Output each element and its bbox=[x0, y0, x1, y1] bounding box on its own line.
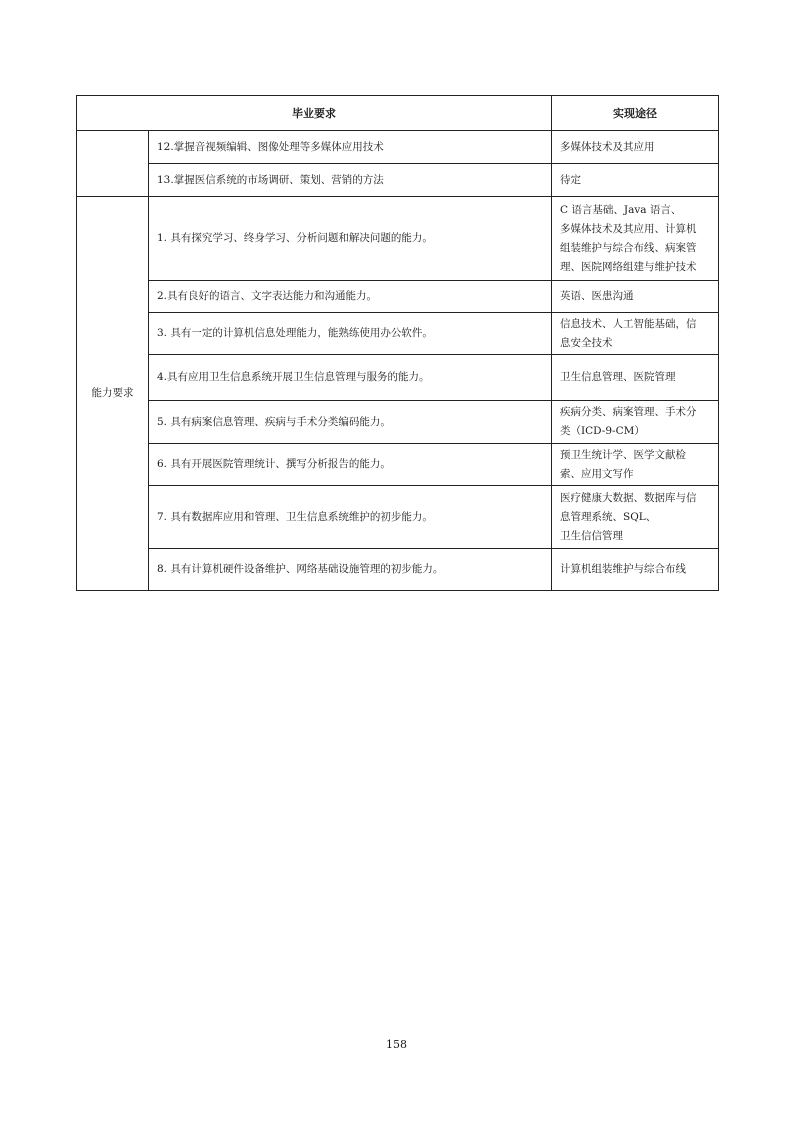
requirement-cell: 5. 具有病案信息管理、疾病与手术分类编码能力。 bbox=[149, 401, 552, 444]
requirement-cell: 6. 具有开展医院管理统计、撰写分析报告的能力。 bbox=[149, 444, 552, 486]
table-row bbox=[77, 355, 719, 401]
path-line: 理、医院网络组建与维护技术 bbox=[560, 260, 697, 273]
table-row bbox=[77, 313, 719, 355]
header-requirement: 毕业要求 bbox=[77, 96, 552, 131]
path-cell bbox=[552, 549, 719, 591]
table-row bbox=[77, 131, 719, 164]
path-line: 息安全技术 bbox=[560, 336, 613, 349]
header-path: 实现途径 bbox=[552, 96, 719, 131]
path-cell bbox=[552, 355, 719, 401]
path-cell bbox=[552, 197, 719, 281]
path-line: 计算机组装维护与综合布线 bbox=[560, 563, 686, 575]
path-line: 多媒体技术及其应用 bbox=[560, 140, 655, 153]
path-cell bbox=[552, 164, 719, 197]
path-line: 疾病分类、病案管理、手术分 bbox=[560, 406, 697, 418]
table-row bbox=[77, 549, 719, 591]
path-line: 信息技术、人工智能基础，信 bbox=[560, 317, 697, 330]
table-row bbox=[77, 486, 719, 549]
path-line: 英语、医患沟通 bbox=[560, 290, 634, 302]
path-line: 待定 bbox=[560, 173, 581, 186]
path-line: 索、应用文写作 bbox=[560, 467, 634, 480]
requirement-cell: 13.掌握医信系统的市场调研、策划、营销的方法 bbox=[149, 164, 552, 197]
table-row bbox=[77, 197, 719, 281]
path-line: 卫生信信管理 bbox=[560, 529, 623, 542]
requirement-cell: 3. 具有一定的计算机信息处理能力，能熟练使用办公软件。 bbox=[149, 313, 552, 355]
requirement-cell: 1. 具有探究学习、终身学习、分析问题和解决问题的能力。 bbox=[149, 197, 552, 281]
path-line: C 语言基础、Java 语言、 bbox=[560, 203, 682, 216]
table-header-row bbox=[77, 96, 719, 131]
table-row bbox=[77, 281, 719, 313]
path-line: 组装维护与综合布线、病案管 bbox=[560, 241, 697, 254]
path-line: 息管理系统、SQL、 bbox=[560, 510, 657, 523]
table-row bbox=[77, 164, 719, 197]
path-cell bbox=[552, 313, 719, 355]
path-cell bbox=[552, 281, 719, 313]
requirement-cell: 12.掌握音视频编辑、图像处理等多媒体应用技术 bbox=[149, 131, 552, 164]
page-number: 158 bbox=[386, 1038, 407, 1051]
path-line: 医疗健康大数据、数据库与信 bbox=[560, 491, 697, 504]
path-line: 多媒体技术及其应用、计算机 bbox=[560, 222, 697, 235]
path-line: 类（ICD-9-CM） bbox=[560, 425, 645, 437]
requirement-cell: 8. 具有计算机硬件设备维护、网络基础设施管理的初步能力。 bbox=[149, 549, 552, 591]
path-cell bbox=[552, 486, 719, 549]
path-line: 卫生信息管理、医院管理 bbox=[560, 371, 676, 383]
path-cell bbox=[552, 131, 719, 164]
path-cell bbox=[552, 401, 719, 444]
requirement-cell: 2.具有良好的语言、文字表达能力和沟通能力。 bbox=[149, 281, 552, 313]
table-row bbox=[77, 401, 719, 444]
requirement-cell: 7. 具有数据库应用和管理、卫生信息系统维护的初步能力。 bbox=[149, 486, 552, 549]
table-row bbox=[77, 444, 719, 486]
path-line: 预卫生统计学、医学文献检 bbox=[560, 448, 686, 461]
category-cell-empty bbox=[77, 131, 149, 197]
path-cell bbox=[552, 444, 719, 486]
requirement-cell: 4.具有应用卫生信息系统开展卫生信息管理与服务的能力。 bbox=[149, 355, 552, 401]
category-cell-ability: 能力要求 bbox=[77, 197, 149, 591]
graduation-requirements-table bbox=[76, 95, 719, 591]
